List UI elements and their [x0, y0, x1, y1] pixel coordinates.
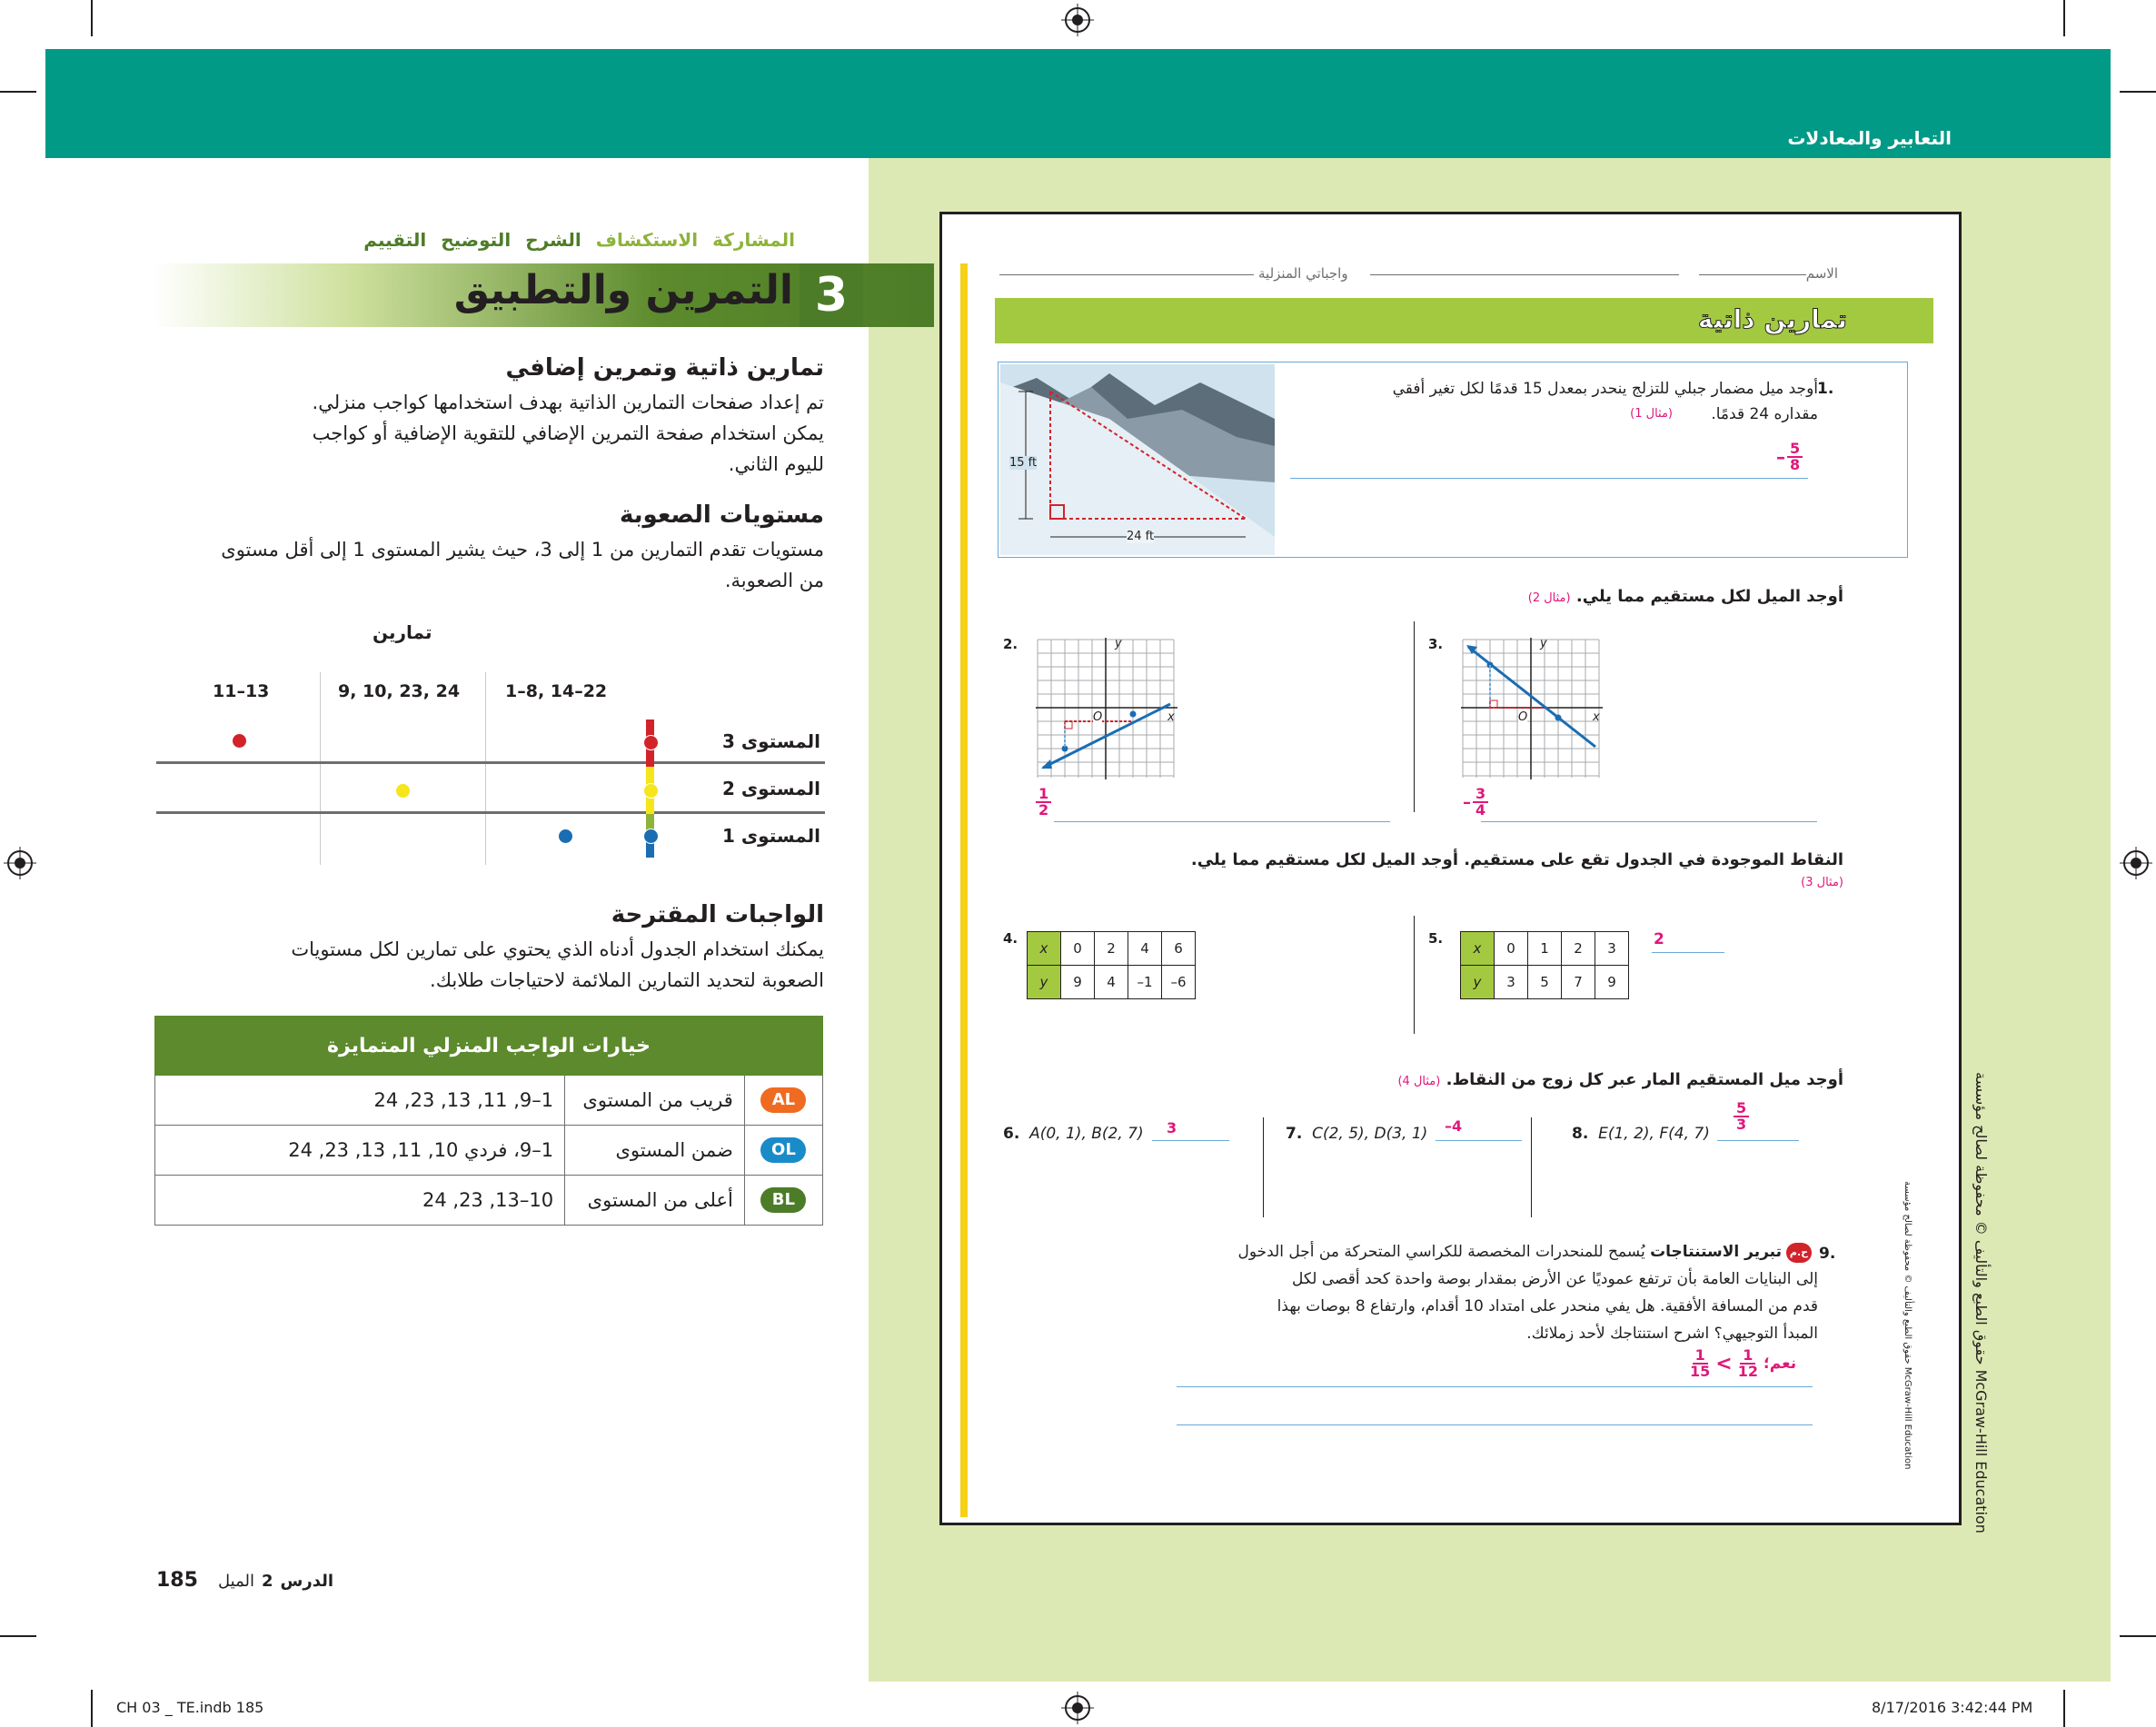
- registration-mark-icon: [1061, 4, 1094, 36]
- question-7-number: 7.: [1286, 1125, 1303, 1143]
- table-row: [155, 1126, 823, 1176]
- self-practice-line: يمكن استخدام صفحة التمرين الإضافي للتقوية الإضافية أو كواجب: [312, 422, 824, 444]
- answer-fraction: [1036, 787, 1051, 818]
- suggested-heading: الواجبات المقترحة: [611, 901, 824, 928]
- instruction-4-text: أوجد ميل المستقيم المار عبر كل زوج من النقاط.: [1446, 1070, 1843, 1089]
- answer-fraction: [1734, 1101, 1749, 1132]
- table-cell-value: 1–9، فردي 10, 11, 13, 23, 24: [155, 1126, 565, 1176]
- question-8-points: E(1, 2), F(4, 7): [1598, 1125, 1710, 1143]
- comparison-operator: <: [1715, 1352, 1733, 1375]
- table-cell-badge: [744, 1126, 822, 1176]
- answer-fraction: [1738, 1348, 1758, 1379]
- question-6-number: 6.: [1003, 1125, 1020, 1143]
- fraction-denominator: 15: [1690, 1363, 1711, 1380]
- question-9-number: 9.: [1819, 1245, 1836, 1263]
- difficulty-body: [170, 534, 824, 596]
- question-1-example: (مثال 1): [1630, 407, 1673, 421]
- fraction-numerator: 3: [1473, 787, 1488, 803]
- table-cell: 3: [1595, 932, 1629, 966]
- table-cell: y: [1461, 966, 1495, 999]
- fraction-denominator: 2: [1038, 801, 1049, 819]
- origin-label: O: [1093, 710, 1103, 724]
- column-divider: [1531, 1117, 1532, 1217]
- crop-mark: [2120, 1635, 2156, 1637]
- level-1-dot: [643, 829, 659, 844]
- page-number: 185: [156, 1569, 198, 1592]
- question-5-answer: 2: [1654, 930, 1664, 948]
- column-separator: [485, 672, 486, 865]
- table-cell-label: أعلى من المستوى: [565, 1176, 745, 1226]
- table-title: خيارات الواجب المنزلي المتمايزة: [155, 1017, 823, 1076]
- ski-slope-illustration: [1000, 364, 1275, 555]
- level-1-label: المستوى 1: [721, 825, 820, 847]
- fraction-denominator: 12: [1737, 1363, 1758, 1380]
- inner-copyright: حقوق الطبع والتأليف © محفوظة لصالح مؤسسة McGraw-Hill Education: [1903, 1181, 1913, 1470]
- question-7-answer-line[interactable]: [1436, 1140, 1522, 1141]
- question-5-table: [1460, 931, 1629, 999]
- difficulty-heading: مستويات الصعوبة: [620, 501, 824, 529]
- self-practice-body: [170, 387, 824, 480]
- x-axis-label: x: [1167, 710, 1175, 724]
- step-elaborate[interactable]: التوضيح: [441, 229, 512, 251]
- section-title: التمرين والتطبيق: [453, 267, 793, 313]
- worksheet-title: تمارين ذاتية: [1697, 304, 1847, 334]
- table-cell: 6: [1162, 932, 1196, 966]
- table-cell-label: قريب من المستوى: [565, 1076, 745, 1126]
- table-cell: 9: [1061, 966, 1095, 999]
- worksheet-margin-bar: [960, 263, 968, 1517]
- column-separator: [320, 672, 321, 865]
- y-axis-label: y: [1115, 637, 1122, 650]
- level-line: [156, 761, 825, 764]
- table-cell: x: [1461, 932, 1495, 966]
- homework-label: واجباتي المنزلية: [1258, 265, 1348, 282]
- question-7: [1286, 1125, 1427, 1143]
- level-2-dot: [395, 783, 411, 799]
- table-row: [155, 1176, 823, 1226]
- question-9-line3: قدم من المسافة الأفقية. هل يفي منحدر على امتداد 10 أقدام، وارتفاع 8 بوصات بهذا: [1277, 1297, 1818, 1315]
- file-info: CH 03 _ TE.indb 185: [116, 1699, 264, 1716]
- table-cell-value: 10–13, 23, 24: [155, 1176, 565, 1226]
- outer-copyright: حقوق الطبع والتأليف © محفوظة لصالح مؤسسة McGraw-Hill Education: [1972, 1072, 1990, 1533]
- exercise-column-2: 9, 10, 23, 24: [338, 681, 461, 701]
- print-date: 8/17/2016 3:42:44 PM: [1872, 1699, 2033, 1716]
- fraction-denominator: 4: [1475, 801, 1486, 819]
- on-level-badge: OL: [760, 1137, 806, 1163]
- origin-label: O: [1518, 710, 1528, 724]
- column-divider: [1414, 916, 1415, 1034]
- approaching-level-badge: AL: [760, 1087, 806, 1113]
- question-6: [1003, 1125, 1144, 1143]
- name-label: الاسم: [1805, 265, 1838, 282]
- question-8-answer-line[interactable]: [1717, 1140, 1799, 1141]
- suggested-line: يمكنك استخدام الجدول أدناه الذي يحتوي على تمارين لكل مستويات: [291, 938, 824, 960]
- question-9-badge: ح.م: [1786, 1243, 1812, 1263]
- table-cell-badge: [744, 1176, 822, 1226]
- level-3-dot: [643, 735, 659, 750]
- homework-options-table: [154, 1016, 823, 1226]
- question-4-number: 4.: [1003, 930, 1018, 947]
- suggested-body: [170, 934, 824, 996]
- table-cell: 5: [1528, 966, 1562, 999]
- instruction-3-text: النقاط الموجودة في الجدول تقع على مستقيم. أوجد الميل لكل مستقيم مما يلي.: [1190, 850, 1843, 869]
- question-9-answer-line-1[interactable]: [1177, 1386, 1813, 1387]
- question-7-answer: –4: [1445, 1117, 1463, 1135]
- question-5-answer-line[interactable]: [1652, 952, 1724, 953]
- question-1-answer-line[interactable]: [1290, 478, 1808, 479]
- registration-mark-icon: [1061, 1692, 1094, 1724]
- self-practice-heading: تمارين ذاتية وتمرين إضافي: [505, 354, 824, 382]
- question-9-title: تبرير الاستنتاجات: [1650, 1243, 1782, 1261]
- table-cell: 7: [1562, 966, 1595, 999]
- lesson-footer: [218, 1572, 333, 1591]
- answer-word: نعم؛: [1763, 1355, 1797, 1373]
- table-cell: 0: [1061, 932, 1095, 966]
- answer-fraction: [1690, 1348, 1710, 1379]
- table-row: [155, 1076, 823, 1126]
- question-2-answer-line[interactable]: [1054, 821, 1390, 822]
- question-9-answer-line-2[interactable]: [1177, 1424, 1813, 1425]
- table-row: [1461, 932, 1629, 966]
- exercises-title: تمارين: [373, 621, 432, 643]
- height-label: 15 ft: [1009, 456, 1038, 470]
- table-cell: 4: [1095, 966, 1128, 999]
- table-cell: 0: [1495, 932, 1528, 966]
- question-6-answer: 3: [1167, 1119, 1177, 1136]
- table-row: [1461, 966, 1629, 999]
- beyond-level-badge: BL: [760, 1187, 806, 1213]
- question-5-number: 5.: [1428, 930, 1444, 947]
- difficulty-line: من الصعوبة.: [724, 570, 824, 591]
- column-divider: [1414, 621, 1415, 812]
- level-3-label: المستوى 3: [721, 730, 820, 752]
- question-7-points: C(2, 5), D(3, 1): [1312, 1125, 1428, 1143]
- question-3-graph: [1459, 636, 1605, 781]
- level-1-dot: [558, 829, 573, 844]
- table-cell: y: [1028, 966, 1061, 999]
- fraction-numerator: 5: [1734, 1101, 1749, 1117]
- header-title: التعابير والمعادلات: [1787, 127, 1952, 149]
- lesson-number: 2: [261, 1572, 273, 1591]
- table-cell: x: [1028, 932, 1061, 966]
- y-axis-label: y: [1540, 637, 1547, 650]
- exercise-column-1: 1–8, 14–22: [505, 681, 608, 701]
- question-1-number: 1.: [1817, 380, 1834, 398]
- suggested-line: الصعوبة لتحديد التمارين الملائمة لاحتياجات طلابك.: [430, 969, 824, 991]
- fraction-numerator: 1: [1693, 1348, 1708, 1365]
- instruction-3-example: (مثال 3): [1801, 876, 1843, 889]
- level-2-dot: [643, 783, 659, 799]
- lesson-steps: [363, 229, 795, 251]
- question-3-answer-line[interactable]: [1481, 821, 1817, 822]
- answer-fraction: [1787, 442, 1803, 472]
- table-cell: 2: [1095, 932, 1128, 966]
- answer-fraction: [1473, 787, 1488, 818]
- self-practice-line: لليوم الثاني.: [728, 453, 824, 475]
- table-cell-badge: [744, 1076, 822, 1126]
- table-cell: –1: [1128, 966, 1162, 999]
- name-line[interactable]: [1699, 274, 1806, 275]
- step-evaluate[interactable]: التقييم: [363, 229, 427, 251]
- question-2-graph: [1034, 636, 1179, 781]
- question-1-line1: أوجد ميل مضمار جبلي للتزلج ينحدر بمعدل 15 قدمًا لكل تغير أفقي: [1392, 380, 1818, 398]
- table-cell-label: ضمن المستوى: [565, 1126, 745, 1176]
- lesson-label: الدرس: [280, 1572, 334, 1591]
- registration-mark-icon: [4, 847, 36, 879]
- level-3-dot: [232, 733, 247, 749]
- difficulty-line: مستويات تقدم التمارين من 1 إلى 3، حيث يشير المستوى 1 إلى أقل مستوى: [221, 539, 824, 561]
- question-6-points: A(0, 1), B(2, 7): [1029, 1125, 1144, 1143]
- fraction-denominator: 8: [1790, 456, 1801, 473]
- table-cell: 3: [1495, 966, 1528, 999]
- crop-mark: [2063, 1690, 2065, 1727]
- name-line-mid: [1370, 274, 1679, 275]
- fraction-numerator: 1: [1740, 1348, 1755, 1365]
- fraction-denominator: 3: [1736, 1116, 1747, 1133]
- instruction-2: [1528, 587, 1843, 606]
- question-2-number: 2.: [1003, 636, 1018, 652]
- level-line: [156, 811, 825, 814]
- crop-mark: [0, 1635, 36, 1637]
- table-row: [1028, 966, 1196, 999]
- instruction-4-example: (مثال 4): [1397, 1075, 1441, 1088]
- instruction-2-example: (مثال 2): [1527, 591, 1571, 605]
- question-6-answer-line[interactable]: [1152, 1140, 1229, 1141]
- question-2-answer: [1036, 787, 1051, 818]
- instruction-4: [1397, 1070, 1843, 1089]
- level-2-label: المستوى 2: [721, 778, 820, 799]
- crop-mark: [91, 0, 93, 36]
- question-4-table: [1027, 931, 1196, 999]
- answer-sign: –: [1776, 446, 1785, 468]
- homework-line: [999, 274, 1254, 275]
- question-1-line2: مقداره 24 قدمًا.: [1711, 405, 1818, 423]
- step-engage[interactable]: المشاركة: [712, 229, 795, 251]
- crop-mark: [0, 91, 36, 93]
- question-8-number: 8.: [1572, 1125, 1589, 1143]
- question-1-answer: [1776, 442, 1803, 472]
- crop-mark: [2120, 91, 2156, 93]
- crop-mark: [91, 1690, 93, 1727]
- question-9-line4: المبدأ التوجيهي؟ اشرح استنتاجك لأحد زملائك.: [1526, 1325, 1818, 1343]
- question-8: [1572, 1125, 1710, 1143]
- table-row: [1028, 932, 1196, 966]
- table-header-row: [155, 1017, 823, 1076]
- table-cell: 9: [1595, 966, 1629, 999]
- registration-mark-icon: [2120, 847, 2152, 879]
- question-9-answer: [1690, 1348, 1796, 1379]
- section-number: 3: [800, 263, 863, 327]
- question-9-line2: إلى البنايات العامة بأن ترتفع عموديًا عن الأرض بمقدار بوصة واحدة كحد أقصى لكل: [1291, 1270, 1818, 1288]
- fraction-numerator: 5: [1787, 442, 1803, 458]
- question-9-line1: [1109, 1239, 1782, 1265]
- column-divider: [1263, 1117, 1264, 1217]
- answer-sign: –: [1463, 792, 1471, 812]
- question-3-answer: [1463, 787, 1488, 818]
- fraction-numerator: 1: [1036, 787, 1051, 803]
- question-9-line1-text: يُسمح للمنحدرات المخصصة للكراسي المتحركة من أجل الدخول: [1237, 1243, 1645, 1261]
- question-8-answer: [1734, 1099, 1749, 1132]
- step-explore[interactable]: الاستكشاف: [595, 229, 699, 251]
- table-cell: 2: [1562, 932, 1595, 966]
- x-axis-label: x: [1593, 710, 1600, 724]
- instruction-2-text: أوجد الميل لكل مستقيم مما يلي.: [1575, 587, 1843, 606]
- question-3-number: 3.: [1428, 636, 1444, 652]
- self-practice-line: تم إعداد صفحات التمارين الذاتية بهدف استخدامها كواجب منزلي.: [312, 392, 824, 413]
- table-cell: –6: [1162, 966, 1196, 999]
- table-cell: 4: [1128, 932, 1162, 966]
- table-cell-value: 1–9, 11, 13, 23, 24: [155, 1076, 565, 1126]
- step-explain[interactable]: الشرح: [525, 229, 581, 251]
- crop-mark: [2063, 0, 2065, 36]
- lesson-name: الميل: [218, 1572, 254, 1591]
- exercise-column-3: 11–13: [213, 681, 270, 701]
- table-cell: 1: [1528, 932, 1562, 966]
- width-label: 24 ft: [1127, 530, 1155, 543]
